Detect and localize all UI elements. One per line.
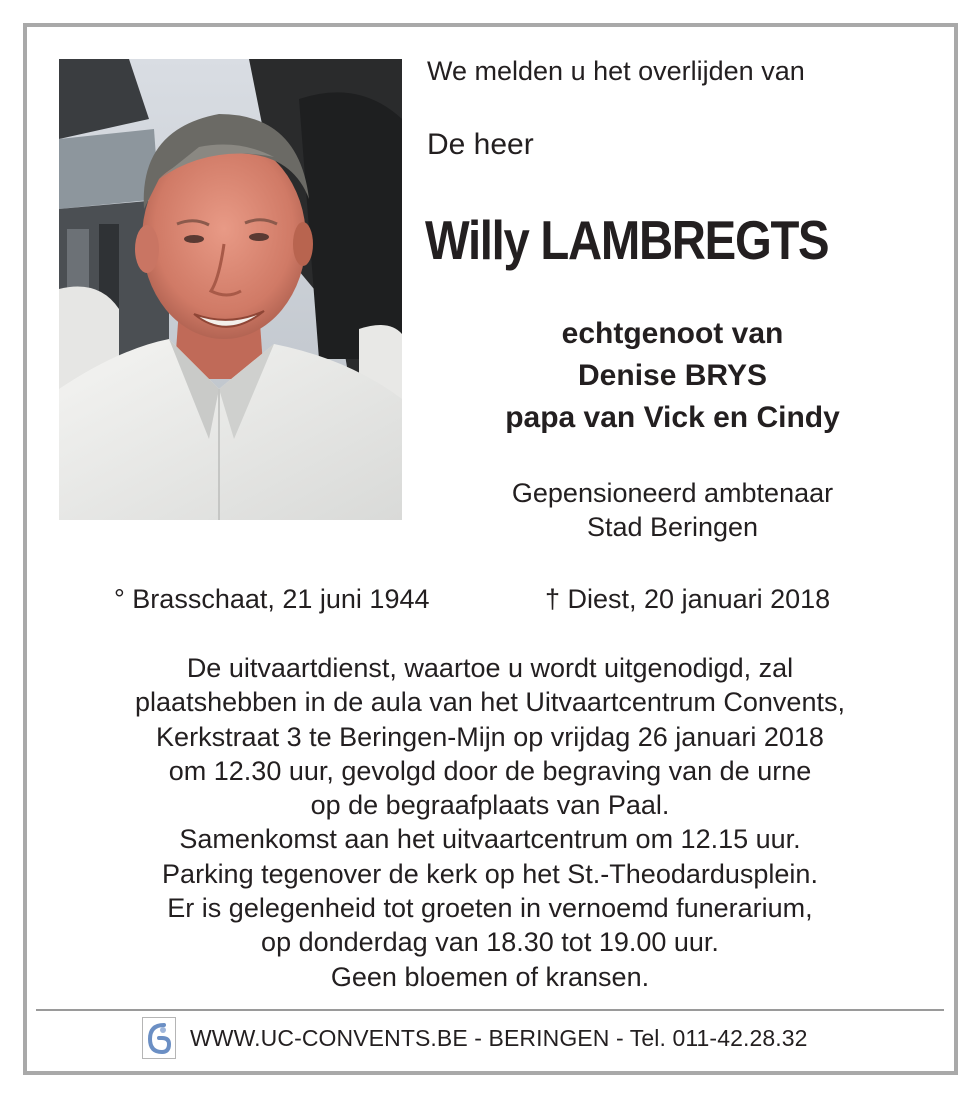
portrait-illustration bbox=[59, 59, 402, 520]
footer-divider bbox=[36, 1009, 944, 1011]
ceremony-line: plaatshebben in de aula van het Uitvaartcentrum Convents, bbox=[135, 687, 845, 718]
footer-contact: WWW.UC-CONVENTS.BE - BERINGEN - Tel. 011-42.28.32 bbox=[190, 1024, 808, 1051]
family-relations bbox=[440, 313, 905, 439]
birth-date: ° Brasschaat, 21 juni 1944 bbox=[114, 584, 430, 614]
portrait-photo bbox=[59, 59, 402, 520]
ceremony-line: Er is gelegenheid tot groeten in vernoemd funerarium, bbox=[167, 893, 813, 924]
spouse-name: Denise BRYS bbox=[578, 359, 767, 392]
spouse-label: echtgenoot van bbox=[561, 317, 784, 350]
profession-place: Stad Beringen bbox=[586, 512, 759, 542]
announcement-intro: We melden u het overlijden van bbox=[427, 56, 805, 86]
ceremony-line: Samenkomst aan het uitvaartcentrum om 12.15 uur. bbox=[179, 824, 801, 855]
ceremony-line: De uitvaartdienst, waartoe u wordt uitgenodigd, zal bbox=[186, 653, 794, 683]
honorific: De heer bbox=[427, 128, 534, 161]
footer bbox=[142, 1016, 808, 1060]
ceremony-line: Parking tegenover de kerk op het St.-Theodardusplein. bbox=[162, 858, 818, 889]
ceremony-line: Kerkstraat 3 te Beringen-Mijn op vrijdag 26 januari 2018 bbox=[156, 721, 824, 752]
ceremony-line: Geen bloemen of kransen. bbox=[330, 961, 650, 992]
ceremony-line: op de begraafplaats van Paal. bbox=[310, 790, 670, 821]
ceremony-line: op donderdag van 18.30 tot 19.00 uur. bbox=[261, 927, 719, 958]
children-line: papa van Vick en Cindy bbox=[505, 401, 840, 434]
death-date: † Diest, 20 januari 2018 bbox=[545, 584, 831, 614]
ceremony-details bbox=[30, 651, 950, 994]
profession-title: Gepensioneerd ambtenaar bbox=[511, 478, 834, 508]
convents-logo-icon bbox=[142, 1017, 176, 1059]
ceremony-line: om 12.30 uur, gevolgd door de begraving van de urne bbox=[168, 755, 812, 786]
profession bbox=[440, 476, 905, 544]
deceased-name: Willy LAMBREGTS bbox=[425, 209, 829, 271]
